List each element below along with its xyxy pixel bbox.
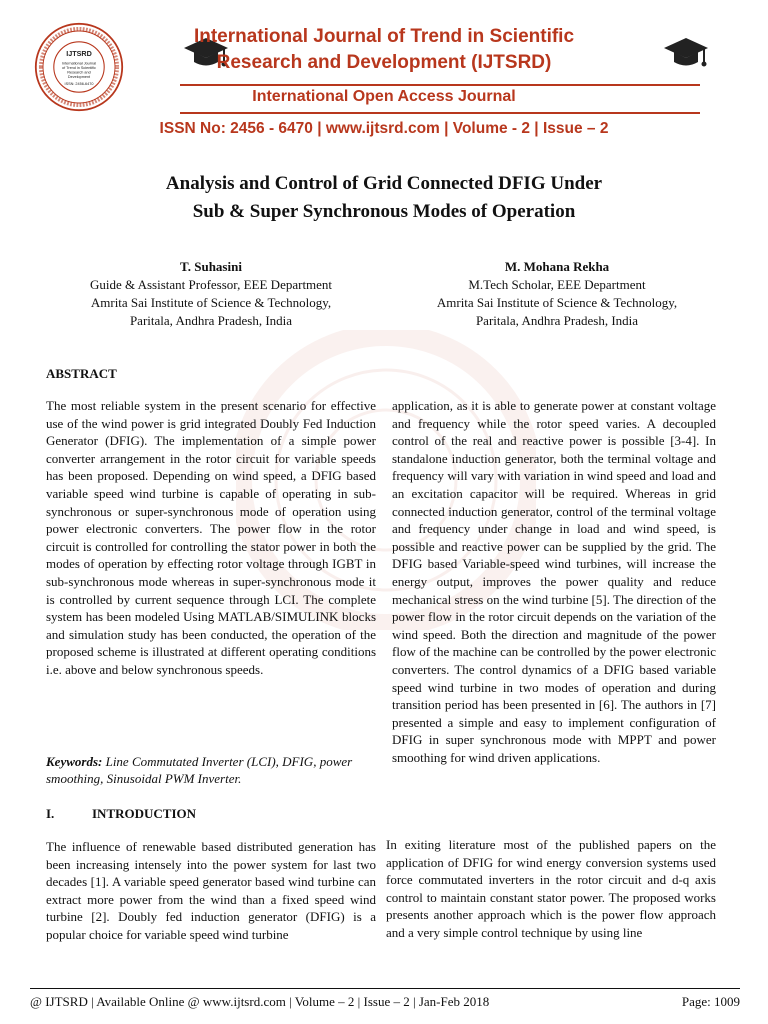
abstract-text: The most reliable system in the present scenario for effective use of the wind power is grid integrated Doubly Fed Induction Generator (DFIG). The implementation of a simple power converter arrangement in the rotor circuit for variable speeds has been proposed. Depending on wind speed, a DFIG based variable speed wind turbine is capable of operating in sub-synchronous or super-synchronous mode of operation using power electronic converters. The power flow in the rotor circuit is controlled for controlling the stator power in both the modes of operation by effecting rotor voltage through IGBT in sub-synchronous mode whereas in super-synchronous mode it is controlled by current sequence through LCI. The complete system has been modeled Using MATLAB/SIMULINK blocks and simulation study has been conducted, the operation of the proposed scheme is illustrated at different operating conditions i.e. above and below synchronous speeds. xyxy=(46,398,376,677)
author-place: Paritala, Andhra Pradesh, India xyxy=(475,313,639,328)
title-line-2: Sub & Super Synchronous Modes of Operation xyxy=(192,201,576,222)
paper-title xyxy=(0,170,768,226)
abstract-body xyxy=(46,397,376,679)
keywords xyxy=(46,753,374,787)
journal-name-line2: Research and Development (IJTSRD) xyxy=(216,52,552,73)
svg-text:ISSN: 2456-6470: ISSN: 2456-6470 xyxy=(64,82,94,86)
author-name: M. Mohana Rekha xyxy=(504,259,610,274)
journal-header xyxy=(0,0,768,155)
svg-text:of Trend in Scientific: of Trend in Scientific xyxy=(62,65,96,70)
issn-line: ISSN No: 2456 - 6470 | www.ijtsrd.com | Volume - 2 | Issue – 2 xyxy=(159,120,609,137)
author-institute: Amrita Sai Institute of Science & Technology, xyxy=(436,295,678,310)
author-role: M.Tech Scholar, EEE Department xyxy=(468,277,646,292)
title-line-1: Analysis and Control of Grid Connected DFIG Under xyxy=(165,173,603,194)
intro-paragraph: application, as it is able to generate power at constant voltage and frequency while the rotor speed varies. A decoupled control of the real and reactive power is possible [3-4]. In standalone induction generator, both the terminal voltage and frequency will vary with variation in wind speed and load and an excitation capacitor will be required. Whereas in grid connected induction generator, control of the terminal voltage and frequency under change in load and wind speed, is possible and reactive power can be supplied by the grid. The DFIG based Variable-speed wind turbines, will increase the energy output, improves the power quality and reduce mechanical stress on the wind turbine [5]. The direction of the power flow in the rotor circuit depends on the variation of the wind speed. Both the direction and magnitude of the power flow of the machine can be controlled by the power electronic converters. The control dynamics of a DFIG based variable speed wind turbine in two modes of operation and during transition period has been presented in [6]. The authors in [7] presented a simple and easy to implement configuration of DFIG in super synchronous mode with MPPT and power smoothing for wind driven applications. xyxy=(392,398,716,765)
journal-name xyxy=(0,24,768,76)
author-block xyxy=(46,258,376,330)
abstract-heading: ABSTRACT xyxy=(46,366,117,381)
intro-paragraph: The influence of renewable based distributed generation has been increasing intensely into the power system for last two decades [1]. A variable speed generator based wind turbine can extract more power from the wind than a fixed speed wind turbine [2]. Doubly fed induction generator (DFIG) is a popular choice for variable speed wind turbine xyxy=(46,839,376,942)
svg-text:Research and: Research and xyxy=(67,70,91,75)
author-block xyxy=(392,258,722,330)
svg-text:IJTSRD: IJTSRD xyxy=(66,49,92,59)
right-column-bottom xyxy=(386,836,716,942)
author-name: T. Suhasini xyxy=(180,259,242,274)
author-institute: Amrita Sai Institute of Science & Technology, xyxy=(90,295,332,310)
header-divider xyxy=(180,84,700,86)
open-access-label: International Open Access Journal xyxy=(252,88,516,105)
author-role: Guide & Assistant Professor, EEE Department xyxy=(89,277,333,292)
svg-text:International Journal: International Journal xyxy=(61,61,97,66)
author-place: Paritala, Andhra Pradesh, India xyxy=(129,313,293,328)
page-number: Page: 1009 xyxy=(681,994,740,1009)
section-title: INTRODUCTION xyxy=(92,806,197,821)
header-divider xyxy=(180,112,700,114)
section-number: I. xyxy=(46,806,55,821)
keywords-label: Keywords: xyxy=(46,754,103,769)
footer-citation: @ IJTSRD | Available Online @ www.ijtsrd.com | Volume – 2 | Issue – 2 | Jan-Feb 2018 xyxy=(30,994,490,1009)
footer-divider xyxy=(30,988,740,989)
keywords-text: Line Commutated Inverter (LCI), DFIG, power smoothing, Sinusoidal PWM Inverter. xyxy=(46,754,353,786)
intro-left-column xyxy=(46,838,376,944)
right-column-top xyxy=(392,397,716,766)
journal-name-line1: International Journal of Trend in Scientific xyxy=(193,26,575,47)
section-heading xyxy=(46,806,196,822)
svg-text:Development: Development xyxy=(67,74,91,79)
intro-paragraph: In exiting literature most of the published papers on the application of DFIG for wind energy conversion systems used force commutated inverters in the rotor circuit and d-q axis control to maintain constant stator power. The proposed works presents another approach which is the power flow approach and a very simple control technique by using line xyxy=(386,837,716,940)
